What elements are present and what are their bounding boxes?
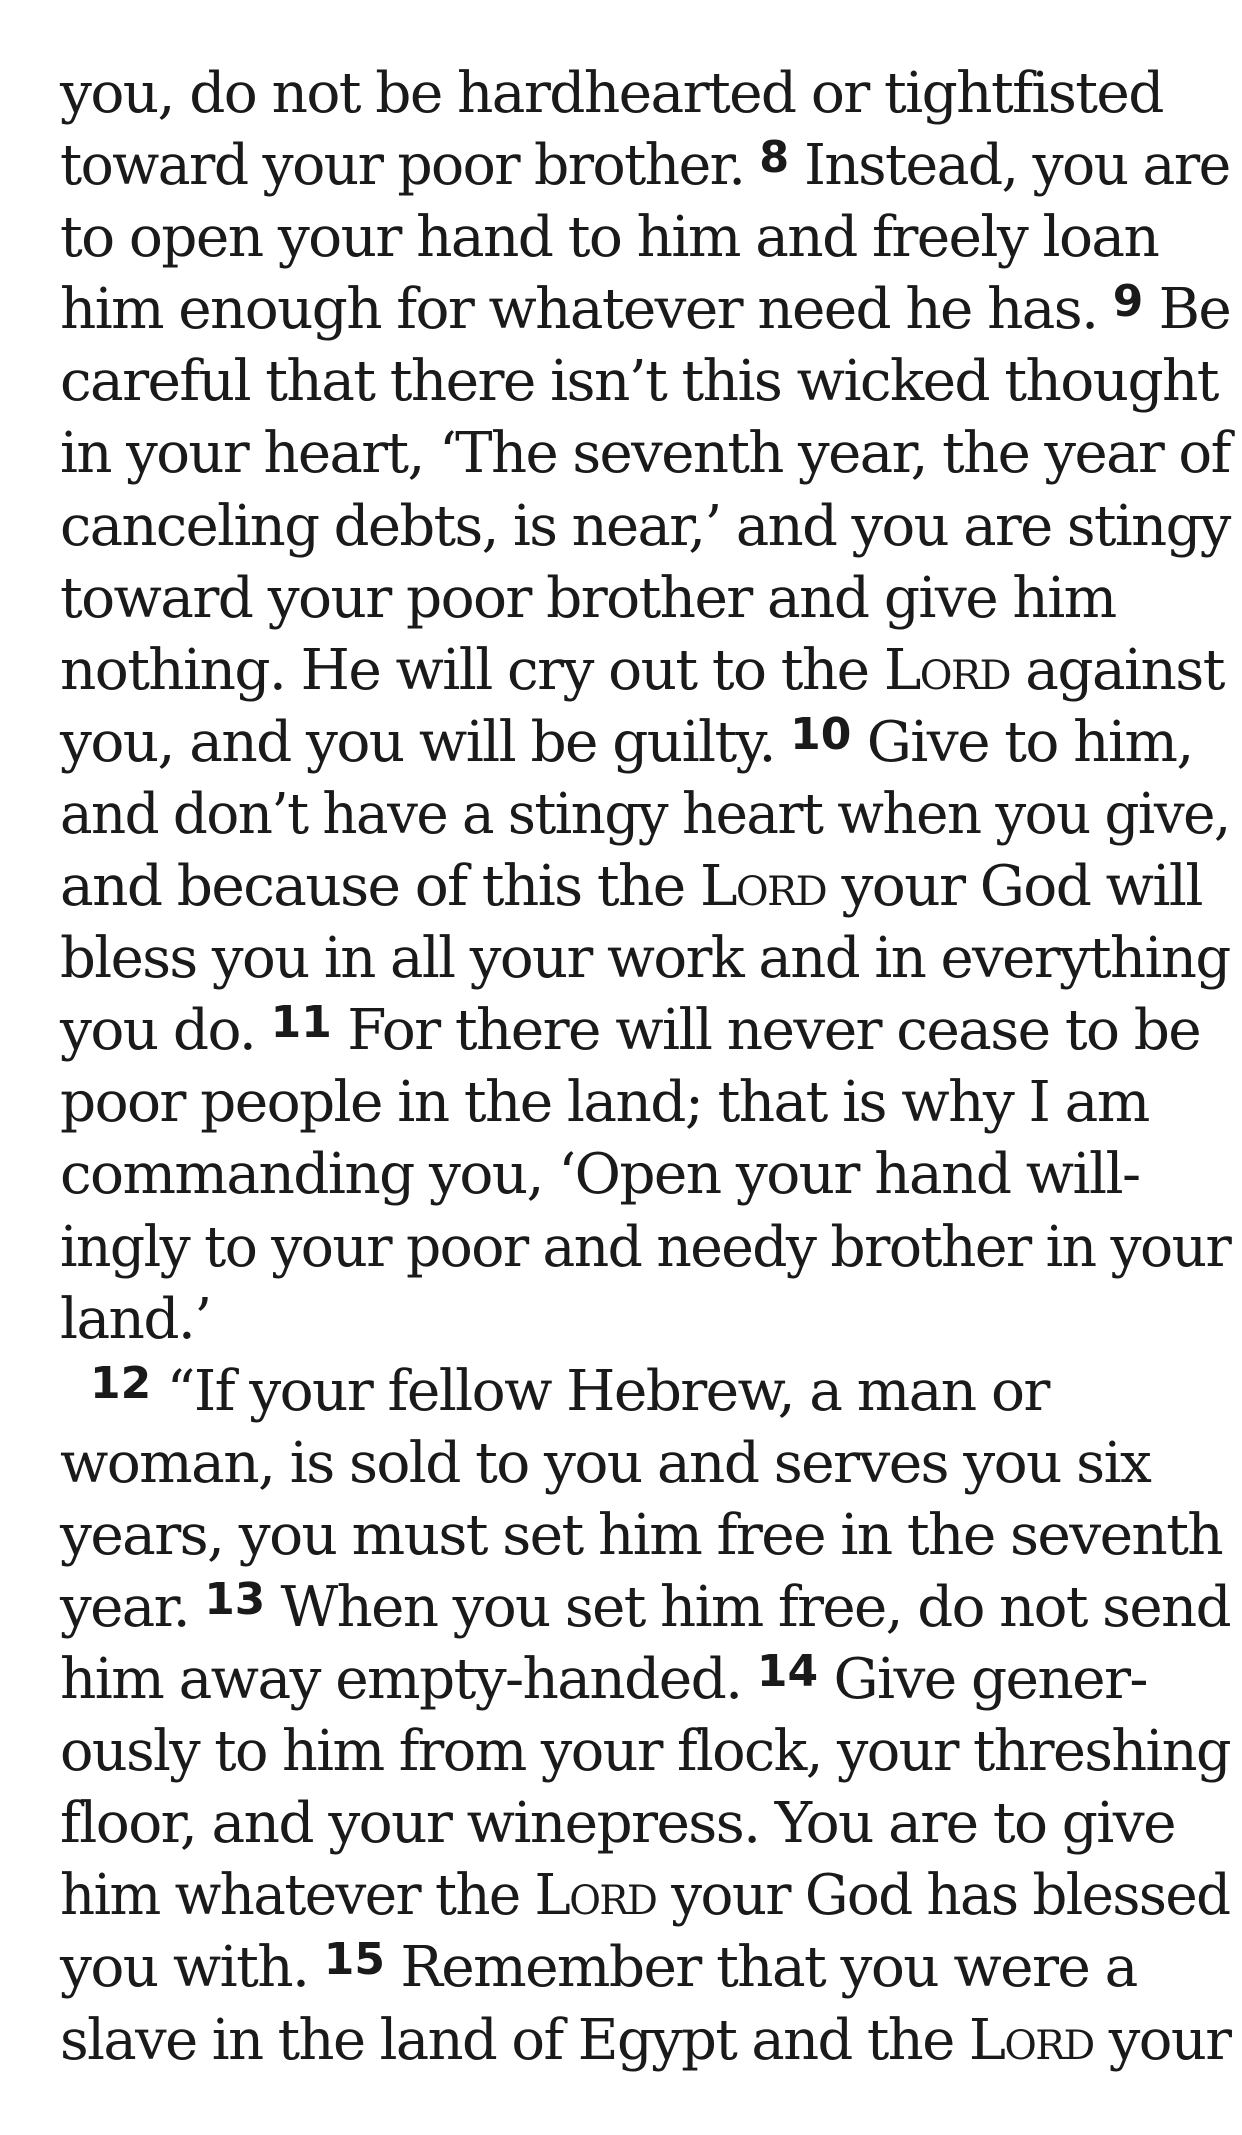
text-line: land.’	[60, 1286, 211, 1352]
text-line: to open your hand to him and freely loan	[60, 205, 1159, 271]
text-line: slave in the land of Egypt and the Lord your	[60, 2007, 1231, 2073]
text-line: year. $^{13}$ When you set him free, do not send	[60, 1573, 1230, 1640]
text-line: years, you must set him free in the seventh	[60, 1502, 1223, 1568]
verse-number: 11	[270, 997, 332, 1049]
verse-number: 10	[790, 708, 852, 760]
verse-number: 13	[204, 1573, 266, 1625]
text-line: floor, and your winepress. You are to give	[60, 1791, 1175, 1857]
text-line: him whatever the Lord your God has blessed	[60, 1863, 1230, 1929]
text-line: canceling debts, is near,’ and you are stingy	[60, 493, 1230, 559]
verse-number: 14	[756, 1646, 819, 1698]
text-line: ously to him from your flock, your threshing	[60, 1719, 1231, 1785]
text-line: you, do not be hardhearted or tightfisted	[60, 61, 1163, 126]
text-line: bless you in all your work and in everything	[60, 926, 1230, 992]
text-line: nothing. He will cry out to the Lord against	[60, 637, 1224, 703]
text-line: him away empty-handed. $^{14}$ Give gener-	[60, 1646, 1147, 1713]
verse-number: 8	[759, 132, 790, 184]
text-line: him enough for whatever need he has. $^9$ Be	[60, 276, 1231, 343]
scripture-text	[60, 58, 1231, 2077]
text-line: careful that there isn’t this wicked thought	[60, 349, 1218, 415]
paragraph-start-line: $^{12}$ “If your fellow Hebrew, a man or	[90, 1357, 1049, 1424]
verse-number: 9	[1112, 276, 1144, 328]
text-line: poor people in the land; that is why I am	[60, 1070, 1149, 1136]
text-line: toward your poor brother. $^8$ Instead, you are	[60, 132, 1230, 199]
divine-name: Lord	[700, 854, 827, 920]
text-line: you do. $^{11}$ For there will never cease to be	[60, 997, 1201, 1064]
text-line: toward your poor brother and give him	[60, 565, 1116, 631]
text-line: commanding you, ‘Open your hand will-	[60, 1142, 1140, 1208]
text-line: in your heart, ‘The seventh year, the year of	[60, 421, 1230, 487]
text-line: you with. $^{15}$ Remember that you were a	[60, 1934, 1137, 2001]
divine-name: Lord	[968, 2007, 1094, 2073]
verse-number: 12	[90, 1357, 152, 1409]
text-line: and don’t have a stingy heart when you give,	[60, 781, 1230, 847]
divine-name: Lord	[883, 637, 1010, 703]
text-line: and because of this the Lord your God will	[60, 854, 1202, 920]
text-line: ingly to your poor and needy brother in your	[60, 1214, 1231, 1280]
divine-name: Lord	[534, 1863, 657, 1929]
verse-number: 15	[323, 1934, 385, 1986]
text-line: you, and you will be guilty. $^{10}$ Give to him,	[60, 708, 1193, 775]
text-line: woman, is sold to you and serves you six	[60, 1430, 1151, 1496]
